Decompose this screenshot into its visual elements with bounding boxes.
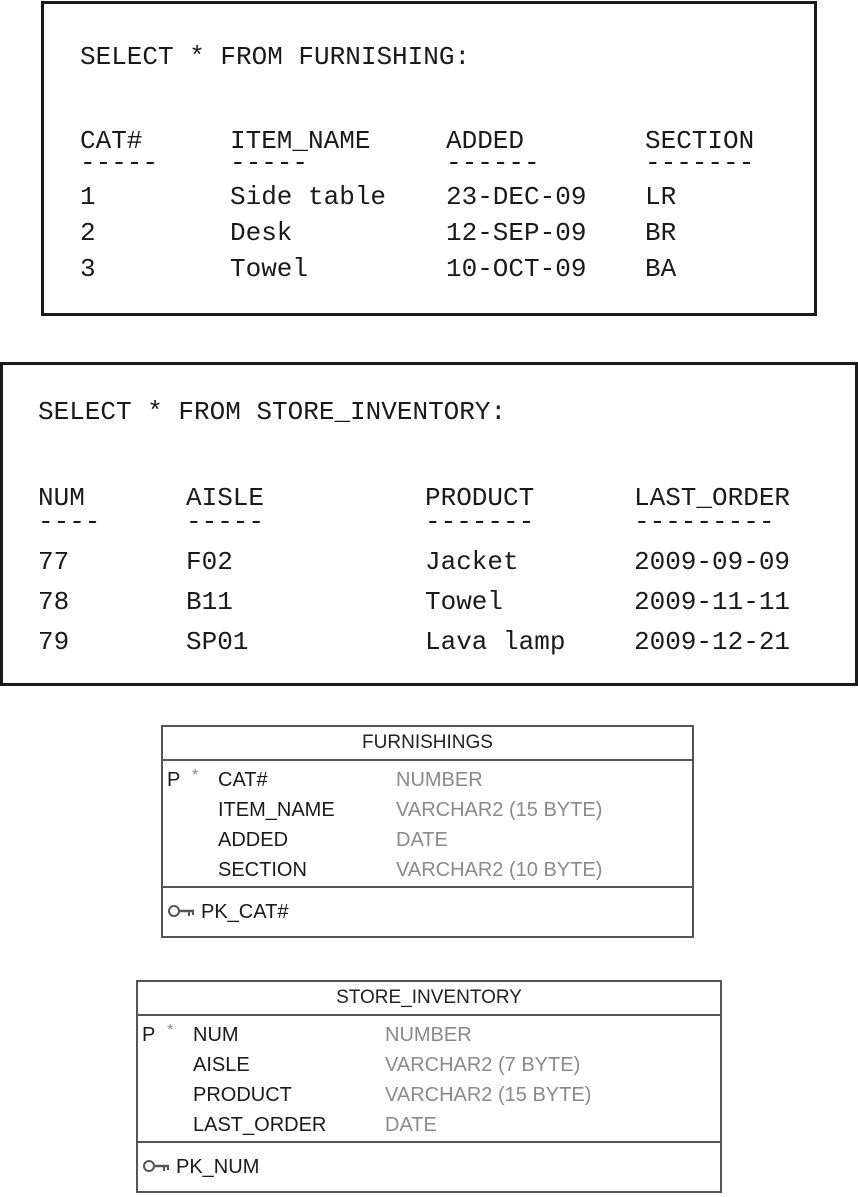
key-icon (167, 902, 197, 920)
column-type: VARCHAR2 (7 BYTE) (385, 1054, 581, 1076)
cell: LR (645, 182, 677, 212)
column-type: DATE (385, 1114, 437, 1136)
cell: F02 (186, 547, 233, 577)
cell: 2009-11-11 (634, 587, 791, 617)
cell: 79 (38, 627, 70, 657)
column-name: ADDED (218, 829, 289, 851)
column-type: VARCHAR2 (15 BYTE) (396, 799, 603, 821)
cell: 1 (80, 182, 96, 212)
column-name: CAT# (218, 769, 268, 791)
column-header-section: SECTION (645, 126, 755, 156)
sql-statement: SELECT * FROM FURNISHING: (80, 42, 471, 72)
table-title: FURNISHINGS (163, 727, 692, 761)
header-underline: ----- (230, 148, 309, 178)
cell: 3 (80, 254, 96, 284)
header-underline: ------- (645, 148, 755, 178)
column-name: NUM (193, 1024, 239, 1046)
column-header-added: ADDED (446, 126, 525, 156)
cell: 23-DEC-09 (446, 182, 587, 212)
column-header-item-name: ITEM_NAME (230, 126, 371, 156)
column-type: DATE (396, 829, 448, 851)
required-marker: * (192, 767, 199, 784)
header-underline: ------ (446, 148, 540, 178)
table-title: STORE_INVENTORY (138, 982, 720, 1016)
cell: 2009-09-09 (634, 547, 791, 577)
store-inventory-query-panel (0, 362, 858, 686)
column-type: VARCHAR2 (15 BYTE) (385, 1084, 592, 1106)
primary-key-marker: P (142, 1024, 156, 1046)
column-type: NUMBER (396, 769, 483, 791)
primary-key-marker: P (167, 769, 181, 791)
cell: Desk (230, 218, 293, 248)
header-underline: --------- (634, 507, 775, 537)
column-header-last-order: LAST_ORDER (634, 483, 791, 513)
cell: 77 (38, 547, 70, 577)
cell: BR (645, 218, 677, 248)
cell: Lava lamp (425, 627, 566, 657)
column-header-num: NUM (38, 483, 85, 513)
cell: Jacket (425, 547, 519, 577)
sql-statement: SELECT * FROM STORE_INVENTORY: (38, 397, 507, 427)
column-type: NUMBER (385, 1024, 472, 1046)
key-icon (142, 1157, 172, 1175)
cell: 78 (38, 587, 70, 617)
header-underline: ---- (38, 507, 101, 537)
cell: 12-SEP-09 (446, 218, 587, 248)
cell: 2009-12-21 (634, 627, 791, 657)
column-name: SECTION (218, 859, 307, 881)
column-type: VARCHAR2 (10 BYTE) (396, 859, 603, 881)
furnishings-table-model (161, 725, 694, 938)
cell: SP01 (186, 627, 249, 657)
store-inventory-table-model (136, 980, 722, 1193)
cell: 10-OCT-09 (446, 254, 587, 284)
cell: Side table (230, 182, 387, 212)
cell: BA (645, 254, 677, 284)
column-name: LAST_ORDER (193, 1114, 327, 1136)
required-marker: * (167, 1022, 174, 1039)
cell: 2 (80, 218, 96, 248)
column-header-product: PRODUCT (425, 483, 535, 513)
header-underline: ------- (425, 507, 535, 537)
column-header-cat: CAT# (80, 126, 143, 156)
header-underline: ----- (80, 148, 159, 178)
primary-key-name: PK_CAT# (201, 901, 289, 923)
furnishing-query-panel (41, 1, 817, 316)
cell: Towel (230, 254, 309, 284)
key-section (138, 1141, 720, 1191)
primary-key-name: PK_NUM (176, 1156, 260, 1178)
column-name: AISLE (193, 1054, 250, 1076)
column-name: PRODUCT (193, 1084, 292, 1106)
key-section (163, 886, 692, 936)
column-header-aisle: AISLE (186, 483, 265, 513)
header-underline: ----- (186, 507, 265, 537)
cell: Towel (425, 587, 504, 617)
column-name: ITEM_NAME (218, 799, 335, 821)
cell: B11 (186, 587, 233, 617)
